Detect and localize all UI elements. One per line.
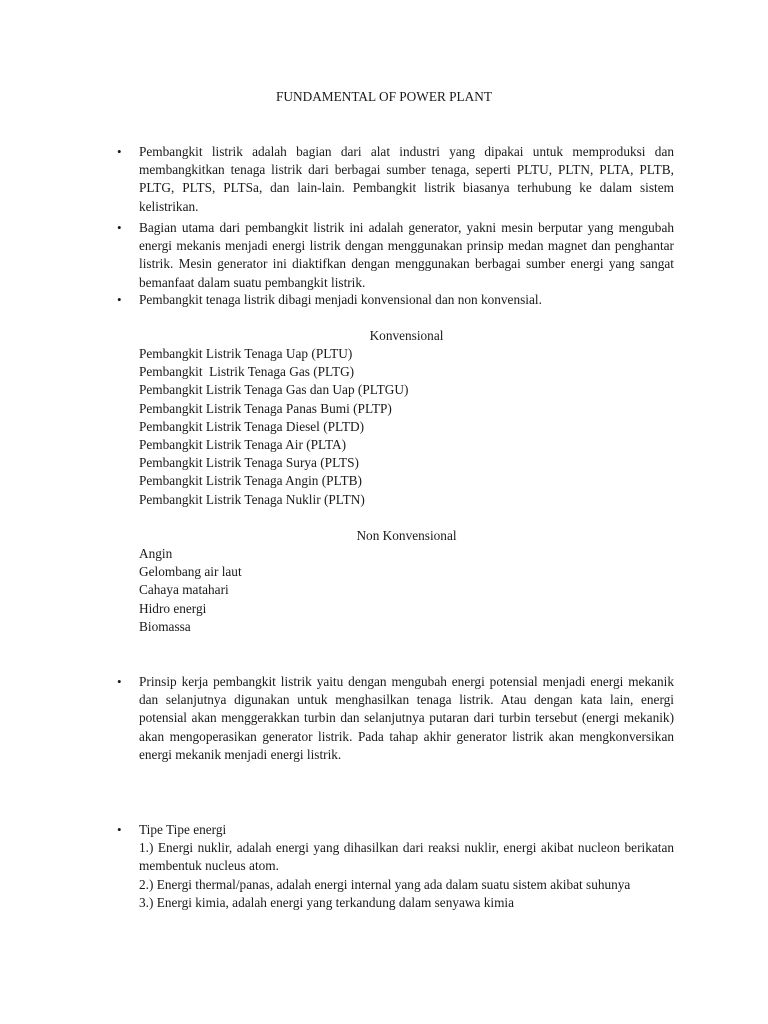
konvensional-list [139,345,408,509]
list-item: Pembangkit Listrik Tenaga Gas (PLTG) [139,364,355,380]
list-item: Pembangkit Listrik Tenaga Surya (PLTS) [139,455,359,471]
tipe-energi-item: 1.) Energi nuklir, adalah energi yang dihasilkan dari reaksi nuklir, energi akibat nucleon berikatan membentuk nucleus atom. [139,840,674,874]
bullet-icon: • [117,220,122,235]
bullet-item-pembagian [117,291,674,309]
bullet-icon: • [117,292,122,307]
tipe-energi-item: 2.) Energi thermal/panas, adalah energi internal yang ada dalam suatu sistem akibat suhunya [139,876,631,892]
list-item: Pembangkit Listrik Tenaga Diesel (PLTD) [139,418,365,434]
tipe-energi-item: 3.) Energi kimia, adalah energi yang terkandung dalam senyawa kimia [139,894,515,910]
non-konvensional-heading: Non Konvensional [356,528,457,543]
list-item: Pembangkit Listrik Tenaga Angin (PLTB) [139,473,362,489]
list-item: Biomassa [139,618,191,634]
list-item: Pembangkit Listrik Tenaga Panas Bumi (PLTP) [139,400,392,416]
tipe-energi-label: Tipe Tipe energi [139,822,227,837]
bullet-icon: • [117,674,122,689]
list-item: Cahaya matahari [139,582,229,598]
list-item: Angin [139,546,173,561]
non-konvensional-list [139,545,242,636]
bullet-item-definisi [117,143,674,216]
list-item: Pembangkit Listrik Tenaga Air (PLTA) [139,437,347,453]
list-item: Pembangkit Listrik Tenaga Nuklir (PLTN) [139,491,365,507]
list-item: Gelombang air laut [139,564,242,580]
document-title: FUNDAMENTAL OF POWER PLANT [276,89,492,104]
paragraph-text: Prinsip kerja pembangkit listrik yaitu dengan mengubah energi potensial menjadi energi mekanik dan selanjutnya digunakan untuk menghasilkan tenaga listrik. Atau dengan kata lain, energi potensial akan menggerakkan turbin dan selanjutnya putaran dari turbin tersebut (energi mekanik) akan mengoperasikan generator listrik. Pada tahap akhir generator listrik akan mengkonversikan energi mekanik menjadi energi listrik. [139,674,674,762]
bullet-item-tipe-energi [117,821,674,912]
bullet-icon: • [117,144,122,159]
bullet-icon: • [117,822,122,837]
bullet-item-prinsip [117,673,674,764]
list-item: Hidro energi [139,600,207,616]
bullet-item-generator [117,219,674,292]
list-item: Pembangkit Listrik Tenaga Uap (PLTU) [139,346,353,361]
konvensional-heading: Konvensional [369,328,444,343]
list-item: Pembangkit Listrik Tenaga Gas dan Uap (PLTGU) [139,382,409,398]
paragraph-text: Pembangkit tenaga listrik dibagi menjadi konvensional dan non konvensial. [139,292,542,307]
paragraph-text: Bagian utama dari pembangkit listrik ini adalah generator, yakni mesin berputar yang mengubah energi mekanis menjadi energi listrik dengan menggunakan prinsip medan magnet dan penghantar listrik. Mesin generator ini diaktifkan dengan menggunakan berbagai sumber energi yang sangat bemanfaat dalam suatu pembangkit listrik. [139,220,674,290]
paragraph-text: Pembangkit listrik adalah bagian dari alat industri yang dipakai untuk memproduksi dan membangkitkan tenaga listrik dari berbagai sumber tenaga, seperti PLTU, PLTN, PLTA, PLTB, PLTG, PLTS, PLTSa, dan lain-lain. Pembangkit listrik biasanya terhubung ke dalam sistem kelistrikan. [139,144,674,214]
